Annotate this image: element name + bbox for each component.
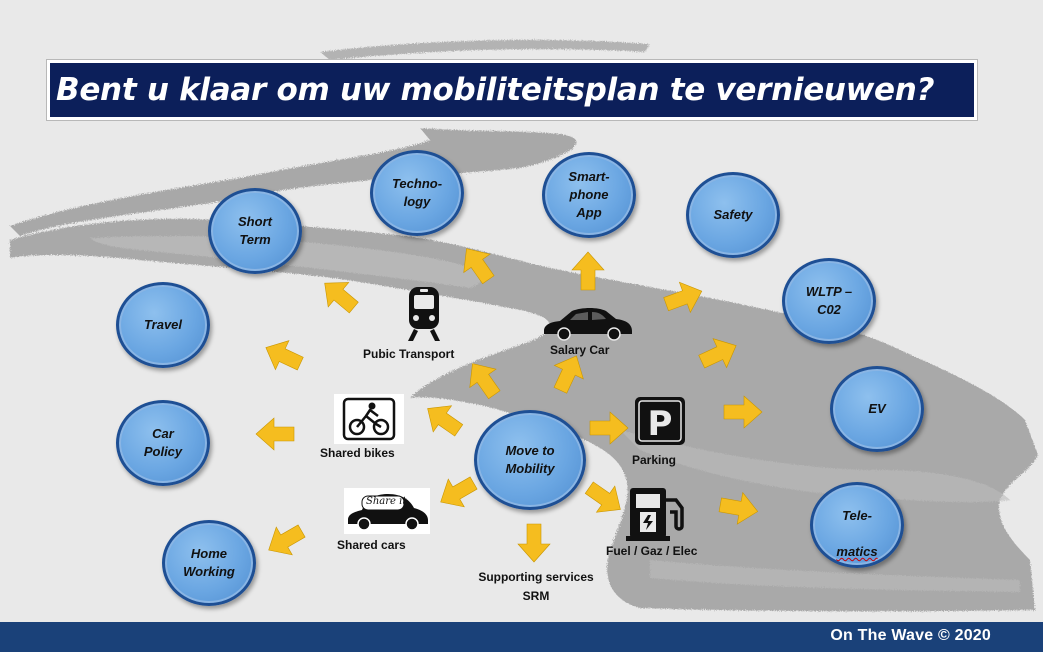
supporting-services-label: Supporting services SRM [478,570,594,603]
fuel-pump-icon [624,486,690,542]
page-title: Bent u klaar om uw mobiliteitsplan te vernieuwen? [56,72,935,108]
fuel-label: Fuel / Gaz / Elec [606,544,698,558]
footer-copyright: On The Wave © 2020 [830,627,991,644]
parking-label: Parking [632,453,677,467]
car-icon [542,305,634,341]
bubble-short-term[interactable]: Short Term [208,188,302,274]
shared-cars-label: Shared cars [337,538,406,552]
arrow-supporting [518,524,550,562]
bubble-wltp-co2[interactable]: WLTP – C02 [782,258,876,344]
bubble-technology[interactable]: Techno- logy [370,150,464,236]
arrow-shared-cars [433,469,482,516]
arrow-fuel [580,475,629,523]
arrow-shared-bikes [418,395,467,443]
bubble-travel[interactable]: Travel [116,282,210,368]
salary-car-label: Salary Car [550,343,610,357]
footer-bar [0,622,1043,652]
title-banner [47,60,977,120]
bubble-smartphone-app[interactable]: Smart- phone App [542,152,636,238]
svg-text:P: P [647,404,673,444]
public-transport-label: Pubic Transport [363,347,455,361]
bubble-home-working[interactable]: Home Working [162,520,256,606]
bubble-ev[interactable]: EV [830,366,924,452]
parking-icon [634,396,686,446]
arrow-travel [259,333,307,378]
bubble-telematics[interactable] [810,482,904,568]
arrow-car-policy [256,418,294,450]
telematics-line2: matics [836,544,878,559]
bubble-car-policy[interactable]: Car Policy [116,400,210,486]
bicycle-icon [334,394,404,444]
shared-bikes-label: Shared bikes [320,446,395,460]
arrow-home-working [261,517,310,564]
bubble-safety[interactable]: Safety [686,172,780,258]
train-icon [404,285,444,345]
telematics-line1: Tele- [842,508,872,523]
bubble-move-to-mobility[interactable]: Move to Mobility [474,410,586,510]
share-it-badge: Share it [366,496,407,507]
share-car-icon [344,488,430,534]
